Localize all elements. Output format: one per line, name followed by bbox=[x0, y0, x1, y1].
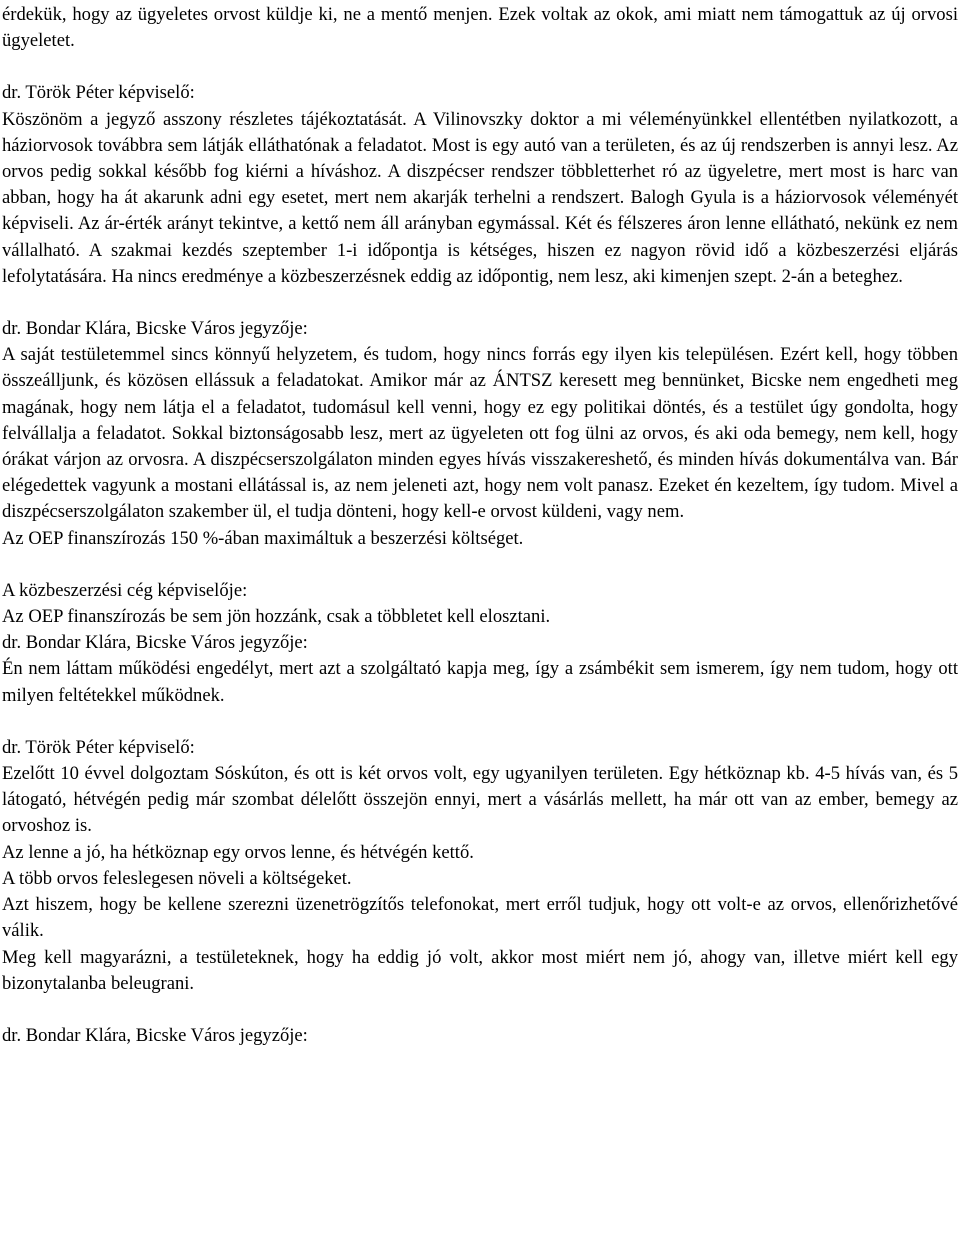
blank-line bbox=[2, 552, 958, 578]
paragraph: Az lenne a jó, ha hétköznap egy orvos lenne, és hétvégén kettő. bbox=[2, 841, 474, 863]
speaker-heading: dr. Török Péter képviselő: bbox=[2, 82, 195, 104]
paragraph: A több orvos feleslegesen növeli a költségeket. bbox=[2, 867, 352, 889]
paragraph: Ezelőtt 10 évvel dolgoztam Sóskúton, és ott is két orvos volt, egy ugyanilyen területen. Egy hétköznap kb. 4-5 hívás van, és 5 látogató, hétvégén pedig már szombat délelőtt összejön ennyi, mert a vásárlás mellett, ha már ott van az ember, bemegy az orvoshoz is. bbox=[2, 763, 958, 837]
paragraph: Meg kell magyarázni, a testületeknek, hogy ha eddig jó volt, akkor most miért nem jó, ahogy van, illetve miért kell egy bizonytalanba beleugrani. bbox=[2, 946, 958, 994]
paragraph: Azt hiszem, hogy be kellene szerezni üzenetrögzítős telefonokat, mert erről tudjuk, hogy ott volt-e az orvos, ellenőrizhetővé válik. bbox=[2, 894, 958, 942]
blank-line bbox=[2, 709, 958, 735]
blank-line bbox=[2, 997, 958, 1023]
speaker-heading: dr. Bondar Klára, Bicske Város jegyzője: bbox=[2, 632, 308, 654]
document-page bbox=[2, 2, 958, 1049]
paragraph: érdekük, hogy az ügyeletes orvost küldje ki, ne a mentő menjen. Ezek voltak az okok, ami miatt nem támogattuk az új orvosi ügyeletet. bbox=[2, 4, 958, 52]
speaker-heading: dr. Bondar Klára, Bicske Város jegyzője: bbox=[2, 318, 308, 340]
paragraph: Az OEP finanszírozás 150 %-ában maximáltuk a beszerzési költséget. bbox=[2, 527, 524, 549]
speaker-heading: dr. Török Péter képviselő: bbox=[2, 736, 195, 758]
paragraph: Én nem láttam működési engedélyt, mert azt a szolgáltató kapja meg, így a zsámbékit sem ismerem, így nem tudom, hogy ott milyen feltétekkel működnek. bbox=[2, 658, 958, 706]
paragraph: Köszönöm a jegyző asszony részletes tájékoztatását. A Vilinovszky doktor a mi véleményünkkel ellentétben nyilatkozott, a háziorvosok továbbra sem látják elláthatónak a feladatot. Most is egy autó van a területen, és az új rendszerben is annyi lesz. Az orvos pedig sokkal később fog kiérni a híváshoz. A diszpécser rendszer többletterhet ró az ügyeletre, mert most is harc van abban, hogy ha át akarunk adni egy esetet, mert nem akarják terhelni a rendszert. Balogh Gyula is a háziorvosok véleményét képviseli. Az ár-érték arányt tekintve, a kettő nem áll arányban egymással. Két és félszeres áron lenne ellátható, nekünk ez nem vállalható. A szakmai kezdés szeptember 1-i időpontja is kétséges, hiszen ez nagyon rövid idő a közbeszerzési eljárás lefolytatására. Ha nincs eredménye a közbeszerzésnek eddig az időpontig, nem lesz, aki kimenjen szept. 2-án a beteghez. bbox=[2, 108, 958, 287]
speaker-heading: A közbeszerzési cég képviselője: bbox=[2, 579, 248, 601]
paragraph: Az OEP finanszírozás be sem jön hozzánk, csak a többletet kell elosztani. bbox=[2, 606, 551, 628]
paragraph: A saját testületemmel sincs könnyű helyzetem, és tudom, hogy nincs forrás egy ilyen kis településen. Ezért kell, hogy többen összeálljunk, és közösen ellássuk a feladatokat. Amikor már az ÁNTSZ keresett meg bennünket, Bicske nem engedheti meg magának, hogy nem látja el a feladatot, tudomásul kell venni, hogy ez egy politikai döntés, és a testület úgy gondolta, hogy felvállalja a feladatot. Sokkal biztonságosabb lesz, mert az ügyeleten ott fog ülni az orvos, és aki oda bemegy, nem kell, hogy órákat várjon az orvosra. A diszpécserszolgálaton minden egyes hívás visszakereshető, és minden hívás dokumentálva van. Bár elégedettek vagyunk a mostani ellátással is, az nem jeleneti azt, hogy nem volt panasz. Ezeket én kezeltem, így tudom. Mivel a diszpécserszolgálaton szakember ül, el tudja dönteni, hogy kell-e orvost küldeni, vagy nem. bbox=[2, 344, 958, 523]
blank-line bbox=[2, 54, 958, 80]
speaker-heading: dr. Bondar Klára, Bicske Város jegyzője: bbox=[2, 1024, 308, 1046]
blank-line bbox=[2, 290, 958, 316]
